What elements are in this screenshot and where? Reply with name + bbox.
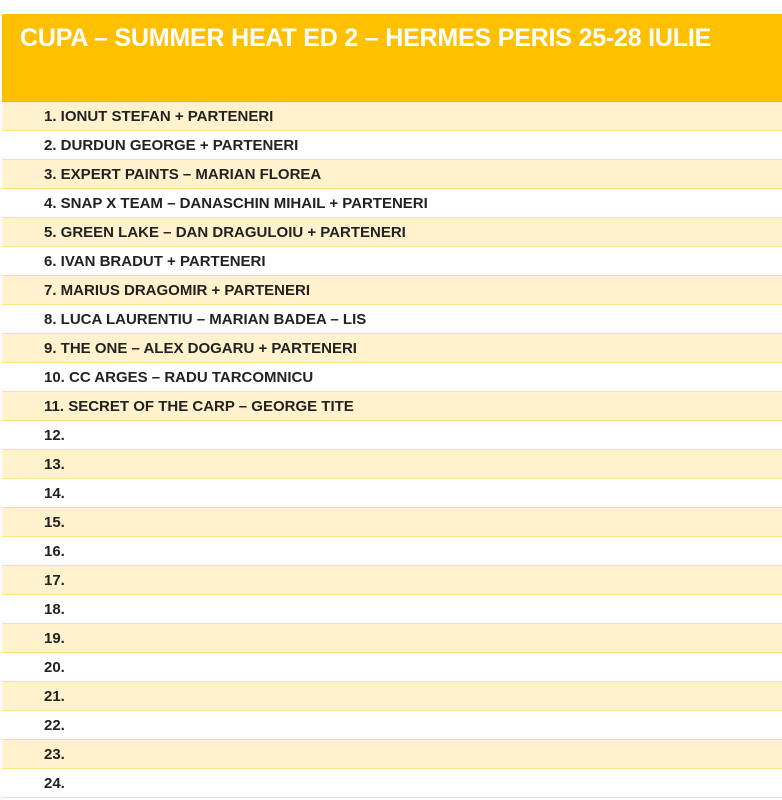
list-item: 7. MARIUS DRAGOMIR + PARTENERI bbox=[2, 276, 782, 305]
list-item: 23. bbox=[2, 740, 782, 769]
list-item: 21. bbox=[2, 682, 782, 711]
list-item: 16. bbox=[2, 537, 782, 566]
list-item: 8. LUCA LAURENTIU – MARIAN BADEA – LIS bbox=[2, 305, 782, 334]
list-item: 1. IONUT STEFAN + PARTENERI bbox=[2, 102, 782, 131]
list-item: 6. IVAN BRADUT + PARTENERI bbox=[2, 247, 782, 276]
list-item: 11. SECRET OF THE CARP – GEORGE TITE bbox=[2, 392, 782, 421]
list-item: 24. bbox=[2, 769, 782, 798]
list-item: 10. CC ARGES – RADU TARCOMNICU bbox=[2, 363, 782, 392]
list-item: 17. bbox=[2, 566, 782, 595]
header-banner bbox=[2, 14, 782, 102]
list-item: 20. bbox=[2, 653, 782, 682]
list-item: 13. bbox=[2, 450, 782, 479]
list-item: 9. THE ONE – ALEX DOGARU + PARTENERI bbox=[2, 334, 782, 363]
list-item: 15. bbox=[2, 508, 782, 537]
list-item: 5. GREEN LAKE – DAN DRAGULOIU + PARTENERI bbox=[2, 218, 782, 247]
list-item: 2. DURDUN GEORGE + PARTENERI bbox=[2, 131, 782, 160]
list-item: 4. SNAP X TEAM – DANASCHIN MIHAIL + PARTENERI bbox=[2, 189, 782, 218]
list-item: 22. bbox=[2, 711, 782, 740]
page-title: CUPA – SUMMER HEAT ED 2 – HERMES PERIS 25-28 IULIE bbox=[20, 24, 712, 52]
list-item: 19. bbox=[2, 624, 782, 653]
list-item: 12. bbox=[2, 421, 782, 450]
list-item: 3. EXPERT PAINTS – MARIAN FLOREA bbox=[2, 160, 782, 189]
entry-list bbox=[2, 102, 782, 798]
list-item: 14. bbox=[2, 479, 782, 508]
list-item: 18. bbox=[2, 595, 782, 624]
